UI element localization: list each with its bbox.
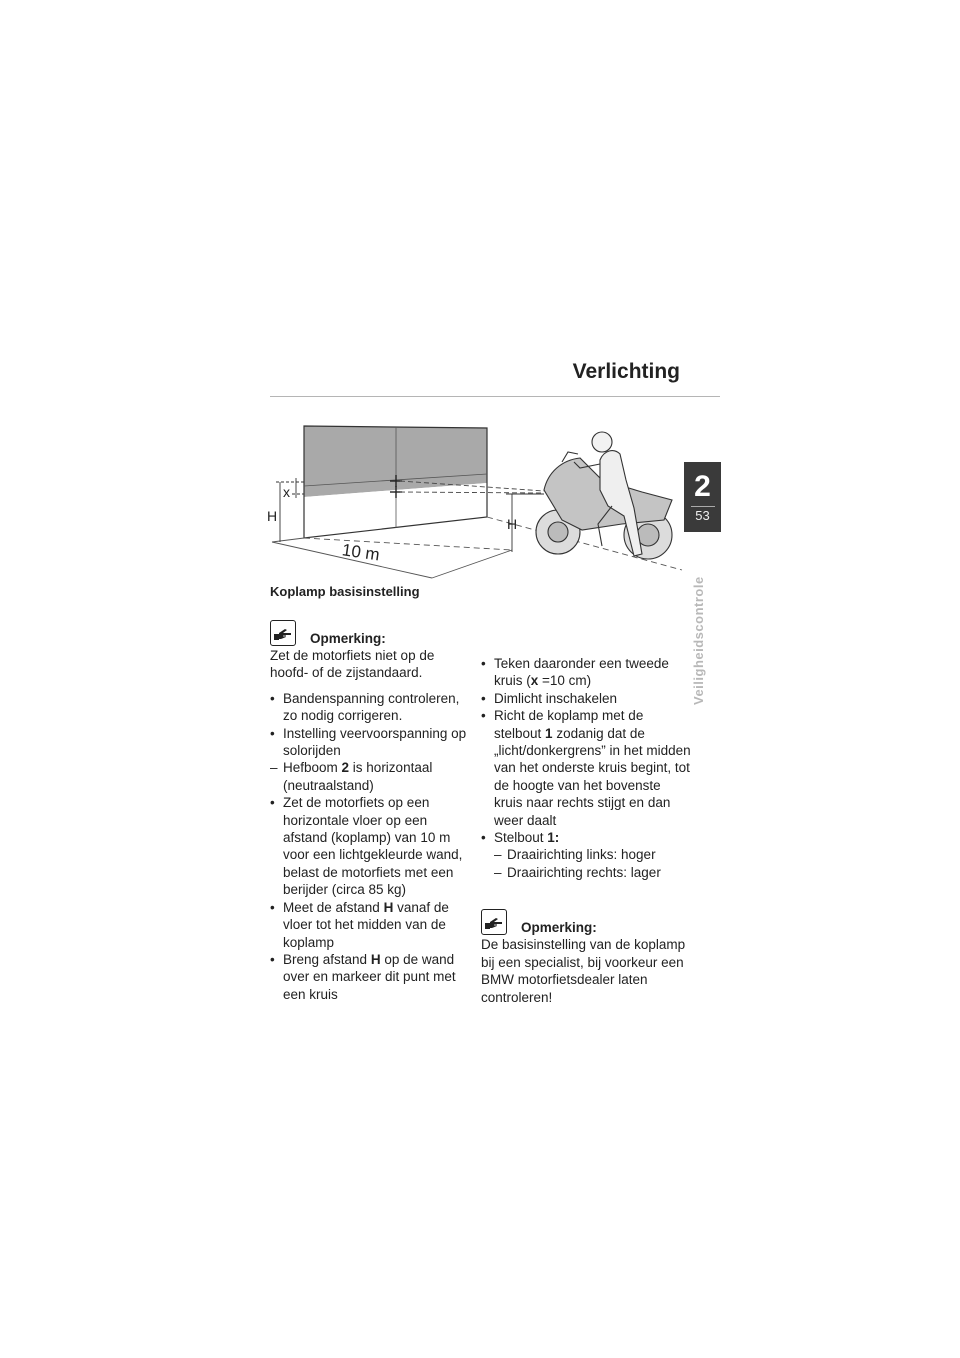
note-label-right: Opmerking: — [521, 920, 597, 936]
page-title: Verlichting — [572, 360, 680, 383]
list-item — [481, 690, 691, 707]
list-marker: – — [494, 864, 502, 880]
list-marker: • — [481, 690, 486, 706]
list-item-text: zodanig dat de „licht/donkergrens” in het midden van het onderste kruis begint, tot de hoogte van het bovenste kruis naar rechts stijgt en dan weer daalt — [494, 725, 691, 828]
figure-caption: Koplamp basisinstelling — [270, 584, 420, 599]
list-marker: • — [270, 899, 275, 915]
note-label-left: Opmerking: — [310, 631, 386, 646]
list-marker: – — [270, 760, 278, 776]
motorcycle-with-rider — [536, 432, 672, 559]
list-marker: • — [481, 656, 486, 671]
list-marker: • — [270, 725, 275, 741]
list-item-text: =10 cm) — [538, 673, 592, 689]
figure-label-h-right: H — [507, 516, 518, 532]
list-item — [270, 899, 470, 951]
note-header-left — [270, 616, 470, 646]
list-item-text: Hefboom — [283, 760, 342, 776]
list-item-reference: 2 — [341, 760, 350, 776]
right-column — [481, 655, 691, 1014]
figure-label-x: x — [283, 484, 290, 500]
list-marker: • — [270, 795, 275, 811]
list-item-text: Draairichting rechts: lager — [507, 864, 661, 880]
list-item-text: Stelbout — [494, 830, 548, 846]
list-marker: • — [481, 830, 486, 846]
left-column — [270, 616, 470, 1003]
list-item — [481, 864, 691, 881]
list-marker: – — [494, 847, 502, 863]
note-text-right: De basisinstelling van de koplamp bij een specialist, bij voorkeur een BMW motorfietsdealer laten controleren! — [481, 937, 686, 1005]
note-hand-icon — [270, 620, 296, 646]
list-item-text: Richt de koplamp met de stelbout — [494, 708, 644, 741]
list-item-reference: 1 — [545, 725, 553, 741]
list-item — [481, 846, 691, 863]
list-item-reference: 1: — [547, 830, 560, 846]
list-item-reference: H — [383, 899, 394, 915]
list-item — [270, 725, 470, 760]
list-item-reference: H — [370, 951, 381, 967]
figure-label-distance: 10 m — [340, 540, 381, 565]
page-number: 53 — [695, 508, 710, 523]
list-marker: • — [270, 690, 275, 706]
figure-label-h-left: H — [267, 508, 278, 524]
list-item-text: Meet de afstand — [283, 899, 384, 915]
list-marker: • — [270, 951, 275, 967]
spacer — [481, 881, 691, 905]
list-item-text: Zet de motorfiets op een horizontale vloer op een afstand (koplamp) van 10 m voor een lichtgekleurde wand, belast de motorfiets met een berijder (circa 85 kg) — [283, 795, 463, 898]
list-item — [481, 707, 691, 829]
list-item — [270, 951, 470, 1003]
list-item-text: vanaf de vloer tot het midden van de koplamp — [283, 899, 449, 950]
list-item-text: op de wand over en markeer dit punt met een kruis — [283, 951, 456, 1002]
list-item — [270, 794, 470, 898]
list-item-text: Dimlicht inschakelen — [494, 690, 618, 706]
headlight-adjustment-illustration — [262, 420, 702, 580]
right-instruction-list — [481, 655, 691, 881]
list-item-text: Bandenspanning controleren, zo nodig corrigeren. — [283, 690, 460, 724]
note-hand-icon — [481, 909, 507, 935]
left-instruction-list — [270, 690, 470, 1003]
list-item-text: Instelling veervoorspanning op solorijden — [283, 725, 467, 759]
left-dimension-lines — [276, 478, 304, 542]
list-item-text: Teken daaronder een tweede kruis ( — [494, 656, 669, 689]
list-item — [270, 690, 470, 725]
chapter-number: 2 — [694, 470, 711, 503]
rider-helmet — [592, 432, 612, 452]
list-marker: • — [481, 708, 486, 724]
list-item-reference: x — [530, 673, 539, 689]
list-item — [481, 829, 691, 846]
note-text-left: Zet de motorfiets niet op de hoofd- of de zijstandaard. — [270, 648, 435, 681]
list-item-text: Draairichting links: hoger — [507, 847, 656, 863]
chapter-side-label: Veiligheidscontrole — [691, 576, 706, 705]
list-item — [270, 759, 470, 794]
note-header-right — [481, 905, 691, 935]
list-item-text: is horizontaal (neutraalstand) — [283, 760, 433, 793]
list-item — [481, 655, 691, 690]
header-divider — [270, 396, 720, 397]
list-item-text: Breng afstand — [283, 951, 371, 967]
